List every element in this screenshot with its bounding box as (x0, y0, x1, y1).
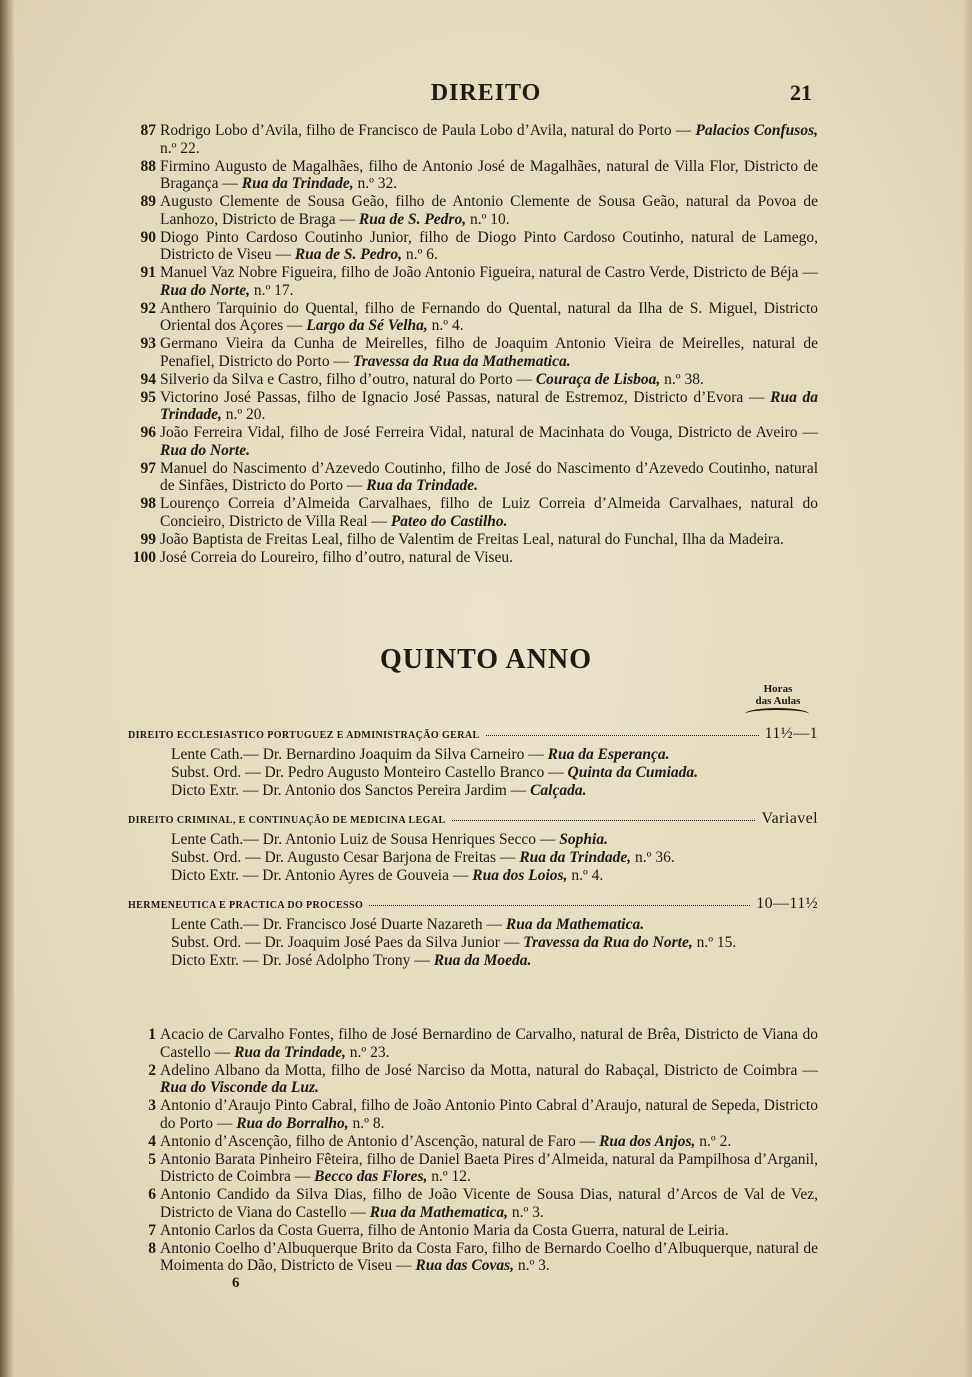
student-entry (132, 1097, 818, 1132)
student-entry (132, 531, 818, 549)
student-entry (132, 1240, 818, 1275)
entry-description: Rodrigo Lobo d’Avila, filho de Francisco de Paula Lobo d’Avila, natural do Porto — (160, 122, 696, 139)
course-name: DIREITO CRIMINAL, E CONTINUAÇÃO DE MEDICINA LEGAL (128, 815, 446, 826)
course-block (128, 725, 818, 800)
student-entry (132, 1026, 818, 1061)
entry-text (160, 1062, 818, 1097)
entry-description: Manuel do Nascimento d’Azevedo Coutinho, filho de José do Nascimento d’Azevedo Coutinho, natural de Sinfães, Districto do Porto — (160, 459, 818, 494)
entry-house-number: n.º 2. (695, 1132, 732, 1150)
entry-house-number: n.º 10. (466, 210, 510, 228)
entry-number: 87 (140, 122, 156, 139)
entry-description: Augusto Clemente de Sousa Geão, filho de Antonio Clemente de Sousa Geão, natural da Povoa de Lanhozo, Districto de Braga — (160, 193, 818, 228)
hours-column-heading (742, 683, 814, 707)
hours-heading-line2: das Aulas (755, 695, 801, 707)
entry-text (160, 300, 818, 335)
staff-addr: Travessa da Rua do Norte, (523, 934, 693, 951)
entry-description: Victorino José Passas, filho de Ignacio José Passas, natural de Estremoz, Districto d’Evora — (160, 388, 771, 406)
entry-address: Rua dos Anjos, (599, 1132, 696, 1150)
entry-number: 93 (140, 335, 156, 352)
entry-address: Largo da Sé Velha, (306, 317, 428, 334)
entry-text (160, 122, 818, 157)
entry-description: Lourenço Correia d’Almeida Carvalhaes, filho de Luiz Correia d’Almeida Carvalhaes, natural do Concieiro, Districto de Villa Real — (160, 495, 818, 530)
entry-text (160, 531, 818, 549)
entry-text (160, 1240, 818, 1275)
entry-description: Antonio Coelho d’Albuquerque Brito da Costa Faro, filho de Bernardo Coelho d’Albuquerque, natural de Moimenta do Dão, Districto de Viseu — (160, 1239, 818, 1274)
student-entry (132, 389, 818, 424)
entry-text (160, 549, 818, 567)
course-hours: Variavel (761, 810, 818, 827)
entry-house-number: n.º 6. (402, 246, 438, 263)
course-heading (128, 810, 818, 828)
entry-description: Adelino Albano da Motta, filho de José Narciso da Motta, natural do Rabaçal, Districto de Coimbra — (160, 1061, 818, 1079)
course-staff (171, 831, 818, 885)
entry-description: Acacio de Carvalho Fontes, filho de José Bernardino de Carvalho, natural de Brêa, Districto de Viana do Castello — (160, 1026, 818, 1061)
entry-number: 90 (140, 228, 156, 246)
student-entry (132, 122, 818, 157)
entry-address: Rua de S. Pedro, (358, 210, 467, 228)
staff-addr: Sophia. (559, 831, 608, 848)
student-entry (132, 1186, 818, 1221)
course-heading (128, 895, 818, 913)
staff-row (171, 849, 818, 867)
entry-number: 6 (148, 1186, 156, 1203)
course-name: HERMENEUTICA E PRACTICA DO PROCESSO (128, 900, 364, 911)
entry-description: Antonio d’Ascenção, filho de Antonio d’Ascenção, natural de Faro — (160, 1132, 600, 1150)
course-block (128, 810, 818, 885)
staff-addr: Rua da Moeda. (433, 952, 532, 969)
entry-number: 89 (140, 193, 156, 210)
staff-row (171, 952, 818, 970)
entry-house-number: n.º 23. (345, 1043, 390, 1061)
entry-description: Diogo Pinto Cardoso Coutinho Junior, filho de Diogo Pinto Cardoso Coutinho, natural de Lamego, Districto de Viseu — (160, 228, 818, 263)
staff-row (171, 746, 818, 764)
entry-text (160, 229, 818, 264)
staff-role: Lente Cath.— (171, 916, 263, 933)
book-spine (0, 0, 14, 1377)
entry-description: Silverio da Silva e Castro, filho d’outro, natural do Porto — (160, 370, 536, 388)
entry-description: Antonio d’Araujo Pinto Cabral, filho de João Antonio Pinto Cabral d’Araujo, natural de Sepeda, Districto do Porto — (160, 1097, 818, 1132)
student-entry (132, 335, 818, 370)
entry-number: 3 (148, 1097, 156, 1114)
staff-row (171, 867, 818, 885)
staff-role: Dicto Extr. — (171, 867, 263, 884)
entry-text (160, 335, 818, 370)
entry-address: Rua das Covas, (415, 1257, 514, 1274)
course-hours: 10—11½ (756, 895, 818, 912)
hours-brace (745, 708, 809, 720)
staff-role: Lente Cath.— (171, 746, 263, 763)
entry-description: Firmino Augusto de Magalhães, filho de Antonio José de Magalhães, natural de Villa Flor, Districto de Bragança — (160, 157, 818, 192)
staff-name: Dr. Antonio Luiz de Sousa Henriques Secco — (262, 831, 560, 848)
entry-house-number: n.º 32. (353, 175, 398, 192)
entry-address: Pateo do Castilho. (390, 512, 508, 530)
course-hours: 11½—1 (764, 725, 818, 742)
entry-address: Rua do Visconde da Luz. (160, 1079, 319, 1096)
entry-text (160, 389, 818, 424)
staff-name: Dr. Augusto Cesar Barjona de Freitas — (264, 849, 520, 866)
entry-house-number: n.º 12. (427, 1168, 471, 1185)
entry-number: 94 (140, 370, 156, 388)
entry-description: João Ferreira Vidal, filho de José Ferreira Vidal, natural de Macinhata do Vouga, Districto de Aveiro — (160, 424, 818, 441)
entry-number: 98 (140, 495, 156, 512)
staff-row (171, 916, 818, 934)
student-entry (132, 193, 818, 228)
student-entry (132, 495, 818, 530)
entry-house-number: n.º 3. (507, 1203, 544, 1221)
student-entry (132, 1133, 818, 1151)
entry-house-number: n.º 20. (221, 406, 266, 423)
staff-role: Lente Cath.— (171, 831, 263, 848)
entry-number: 4 (148, 1132, 156, 1150)
student-entry (132, 460, 818, 495)
entry-text (160, 495, 818, 530)
entry-text (160, 460, 818, 495)
staff-addr: Rua da Trindade, (519, 849, 632, 866)
staff-tail: n.º 4. (567, 867, 604, 884)
staff-row (171, 934, 818, 952)
staff-name: Dr. Francisco José Duarte Nazareth — (262, 916, 506, 933)
entry-text (160, 1222, 818, 1240)
staff-addr: Quinta da Cumiada. (567, 764, 699, 781)
staff-role: Dicto Extr. — (171, 952, 263, 969)
student-entry (132, 158, 818, 193)
entry-address: Rua do Borralho, (236, 1114, 349, 1132)
entry-house-number: n.º 22. (160, 139, 200, 157)
entry-address: Rua da Trindade. (366, 477, 479, 494)
entry-house-number: n.º 4. (427, 317, 464, 334)
staff-addr: Rua dos Loios, (472, 867, 568, 884)
entry-number: 5 (148, 1150, 156, 1168)
entry-address: Travessa da Rua da Mathematica. (352, 352, 571, 370)
entry-address: Rua da Mathematica, (369, 1203, 508, 1221)
entry-number: 100 (132, 548, 156, 566)
entry-text (160, 193, 818, 228)
staff-role: Subst. Ord. — (171, 934, 265, 951)
entry-number: 99 (140, 530, 156, 548)
student-entry (132, 300, 818, 335)
student-entry (132, 229, 818, 264)
entry-text (160, 158, 818, 193)
hours-heading-line1: Horas (763, 683, 793, 695)
entry-address: Rua da Trindade, (241, 175, 354, 192)
student-entry (132, 1062, 818, 1097)
leader-dots (369, 905, 750, 906)
staff-role: Subst. Ord. — (171, 764, 265, 781)
signature-mark: 6 (232, 1275, 240, 1291)
entry-address: Rua da Trindade, (234, 1043, 346, 1061)
student-list-bottom (132, 1026, 818, 1275)
staff-name: Dr. Joaquim José Paes da Silva Junior — (264, 934, 524, 951)
entry-house-number: n.º 3. (513, 1257, 550, 1274)
entry-number: 91 (140, 264, 156, 281)
staff-addr: Calçada. (530, 782, 587, 799)
entry-address: Rua do Norte, (160, 281, 250, 299)
entry-text (160, 1097, 818, 1132)
entry-address: Rua de S. Pedro, (294, 246, 403, 263)
staff-addr: Rua da Esperança. (547, 746, 670, 763)
entry-description: Anthero Tarquinio do Quental, filho de Fernando do Quental, natural da Ilha de S. Miguel, Districto Oriental dos Açores — (160, 299, 818, 334)
entry-number: 95 (140, 388, 156, 406)
student-entry (132, 424, 818, 459)
staff-name: Dr. José Adolpho Trony — (262, 952, 434, 969)
section-title: QUINTO ANNO (380, 644, 592, 675)
student-list-top (132, 122, 818, 567)
entry-description: Manuel Vaz Nobre Figueira, filho de João Antonio Figueira, natural de Castro Verde, Districto de Béja — (160, 264, 818, 281)
leader-dots (486, 735, 759, 736)
student-entry (132, 549, 818, 567)
entry-text (160, 1133, 818, 1151)
entry-text (160, 1186, 818, 1221)
entry-text (160, 264, 818, 299)
staff-tail: n.º 36. (631, 849, 675, 866)
course-heading (128, 725, 818, 743)
student-entry (132, 1151, 818, 1186)
page-edge (964, 0, 972, 1377)
staff-addr: Rua da Mathematica. (505, 916, 645, 933)
entry-description: Antonio Candido da Silva Dias, filho de João Vicente de Sousa Dias, natural d’Arcos de Val de Vez, Districto de Viana do Castello — (160, 1186, 818, 1221)
entry-text (160, 1026, 818, 1061)
staff-role: Subst. Ord. — (171, 849, 265, 866)
staff-role: Dicto Extr. — (171, 782, 263, 799)
student-entry (132, 264, 818, 299)
student-entry (132, 371, 818, 389)
staff-tail: n.º 15. (692, 934, 737, 951)
entry-description: Antonio Carlos da Costa Guerra, filho de Antonio Maria da Costa Guerra, natural de Leiria. (160, 1221, 729, 1239)
entry-number: 8 (148, 1239, 156, 1257)
course-block (128, 895, 818, 970)
entry-address: Rua da Trindade, (160, 388, 818, 423)
course-staff (171, 746, 818, 800)
entry-house-number: n.º 17. (250, 281, 294, 299)
entry-address: Palacios Confusos, (695, 122, 818, 139)
entry-number: 92 (140, 299, 156, 317)
entry-description: João Baptista de Freitas Leal, filho de Valentim de Freitas Leal, natural do Funchal, Ilha da Madeira. (160, 530, 784, 548)
entry-address: Rua do Norte. (160, 441, 250, 459)
leader-dots (452, 820, 756, 821)
staff-row (171, 782, 818, 800)
staff-name: Dr. Antonio dos Sanctos Pereira Jardim — (262, 782, 531, 799)
course-staff (171, 916, 818, 970)
student-entry (132, 1222, 818, 1240)
entry-address: Couraça de Lisboa, (535, 370, 661, 388)
entry-number: 7 (148, 1221, 156, 1239)
entry-description: José Correia do Loureiro, filho d’outro, natural de Viseu. (160, 548, 514, 566)
staff-row (171, 831, 818, 849)
staff-name: Dr. Pedro Augusto Monteiro Castello Branco — (264, 764, 568, 781)
staff-row (171, 764, 818, 782)
entry-house-number: n.º 8. (348, 1114, 385, 1132)
entry-house-number: n.º 38. (660, 370, 704, 388)
entry-number: 96 (140, 424, 156, 441)
entry-number: 2 (148, 1061, 156, 1079)
entry-text (160, 371, 818, 389)
entry-text (160, 1151, 818, 1186)
page-header-title: DIREITO (430, 80, 542, 106)
page-number: 21 (790, 80, 812, 105)
entry-text (160, 424, 818, 459)
staff-name: Dr. Bernardino Joaquim da Silva Carneiro — (262, 746, 548, 763)
entry-address: Becco das Flores, (314, 1168, 428, 1185)
staff-name: Dr. Antonio Ayres de Gouveia — (262, 867, 473, 884)
entry-number: 1 (148, 1026, 156, 1043)
entry-number: 88 (140, 157, 156, 175)
course-name: DIREITO ECCLESIASTICO PORTUGUEZ E ADMINISTRAÇÃO GERAL (128, 730, 480, 741)
entry-description: Antonio Barata Pinheiro Fêteira, filho de Daniel Baeta Pires d’Almeida, natural da Pampilhosa d’Arganil, Districto de Coimbra — (160, 1150, 818, 1185)
entry-description: Germano Vieira da Cunha de Meirelles, filho de Joaquim Antonio Vieira de Meirelles, natural de Penafiel, Districto do Porto — (160, 335, 818, 370)
entry-number: 97 (140, 459, 156, 477)
